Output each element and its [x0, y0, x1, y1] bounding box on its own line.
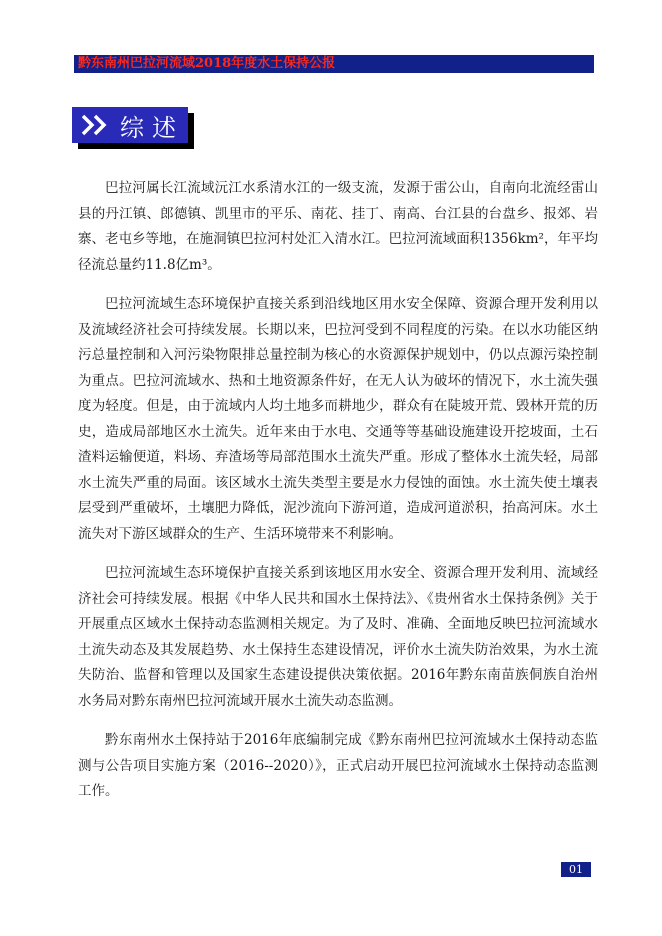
page-number: 01 [561, 862, 591, 877]
paragraph: 黔东南州水土保持站于2016年底编制完成《黔东南州巴拉河流域水土保持动态监测与公告项目实施方案（2016--2020）》，正式启动开展巴拉河流域水土保持动态监测工作。 [78, 732, 598, 799]
paragraph: 巴拉河流域生态环境保护直接关系到沿线地区用水安全保障、资源合理开发利用以及流域经济社会可持续发展。长期以来，巴拉河受到不同程度的污染。在以水功能区纳污总量控制和入河污染物限排总量控制为核心的水资源保护规划中，仍以点源污染控制为重点。巴拉河流域水、热和土地资源条件好，在无人认为破坏的情况下，水土流失强度为轻度。但是，由于流域内人均土地多而耕地少，群众有在陡坡开荒、毁林开荒的历史，造成局部地区水土流失。近年来由于水电、交通等等基础设施建设开挖坡面，土石渣料运输便道，料场、弃渣场等局部范围水土流失严重。形成了整体水土流失轻，局部水土流失严重的局面。该区域水土流失类型主要是水力侵蚀的面蚀。水土流失使土壤表层受到严重破坏，土壤肥力降低，泥沙流向下游河道，造成河道淤积，抬高河床。水土流失对下游区域群众的生产、生活环境带来不利影响。 [78, 296, 598, 542]
section-title: 综述 [120, 113, 184, 142]
paragraph: 巴拉河流域生态环境保护直接关系到该地区用水安全、资源合理开发利用、流域经济社会可持续发展。根据《中华人民共和国水土保持法》、《贵州省水土保持条例》关于开展重点区域水土保持动态监测相关规定。为了及时、准确、全面地反映巴拉河流域水土流失动态及其发展趋势、水土保持生态建设情况，评价水土流失防治效果，为水土流失防治、监督和管理以及国家生态建设提供决策依据。2016年黔东南苗族侗族自治州水务局对黔东南州巴拉河流域开展水土流失动态监测。 [78, 565, 598, 709]
report-header-title: 黔东南州巴拉河流域2018年度水土保持公报 [78, 56, 336, 71]
section-heading [72, 107, 194, 149]
body-text [78, 176, 598, 819]
paragraph: 巴拉河属长江流域沅江水系清水江的一级支流，发源于雷公山，自南向北流经雷山县的丹江镇、郎德镇、凯里市的平乐、南花、挂丁、南高、台江县的台盘乡、报郊、岩寨、老屯乡等地，在施洞镇巴拉河村处汇入清水江。巴拉河流域面积1356km²，年平均径流总量约11.8亿m³。 [78, 180, 598, 273]
double-chevron-right-icon [80, 113, 110, 137]
section-heading-box [72, 107, 188, 143]
